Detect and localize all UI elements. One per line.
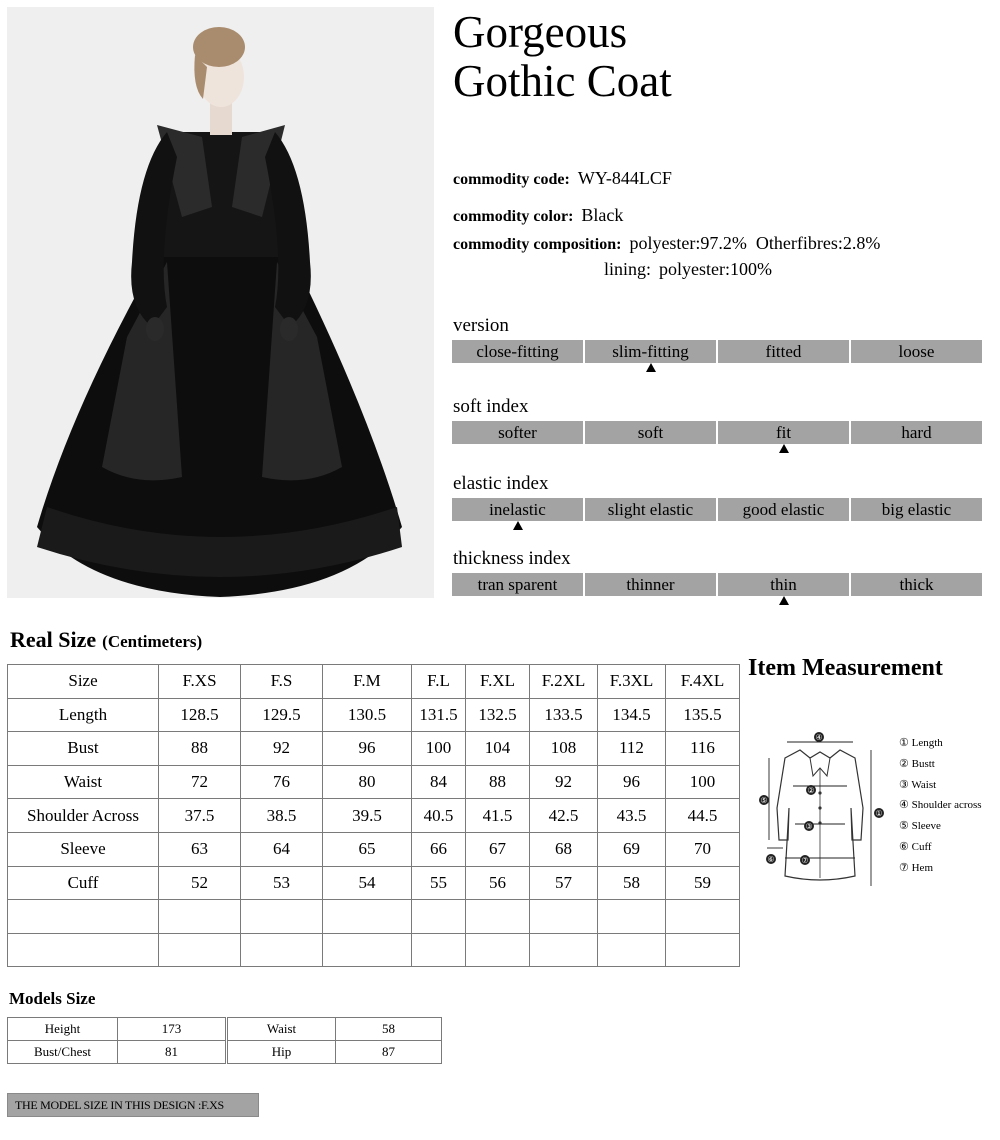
size-cell: 63: [159, 832, 241, 866]
size-cell: 59: [666, 866, 740, 900]
size-cell: [466, 900, 530, 934]
size-row: [8, 832, 740, 866]
size-cell: 56: [466, 866, 530, 900]
size-cell: 104: [466, 732, 530, 766]
soft-index-scale: [452, 421, 982, 444]
models-size-title: Models Size: [9, 989, 96, 1008]
version-option: loose: [851, 340, 982, 363]
model-size-table-left: [7, 1017, 226, 1064]
size-cell: [598, 933, 666, 967]
size-cell: 92: [241, 732, 323, 766]
model-measure-label: Height: [8, 1018, 118, 1041]
size-cell: [666, 933, 740, 967]
size-cell: 129.5: [241, 698, 323, 732]
size-row-label: Sleeve: [8, 832, 159, 866]
title-line-1: Gorgeous: [453, 7, 628, 57]
elastic-index-label: elastic index: [453, 473, 549, 494]
product-photo: [7, 7, 434, 598]
size-cell: 108: [530, 732, 598, 766]
size-cell: 43.5: [598, 799, 666, 833]
elastic-index-marker-icon: [513, 521, 523, 530]
elastic-index-scale: [452, 498, 982, 521]
elastic-index-option: inelastic: [452, 498, 583, 521]
size-cell: [530, 900, 598, 934]
thickness-index-option: thin: [718, 573, 849, 596]
size-cell: 66: [412, 832, 466, 866]
size-row: [8, 799, 740, 833]
size-header-row: [8, 665, 740, 699]
commodity-composition-value: polyester:97.2% Otherfibres:2.8%: [629, 233, 881, 253]
measure-marker: ⑥: [767, 855, 775, 864]
size-cell: 76: [241, 765, 323, 799]
size-row-label: Waist: [8, 765, 159, 799]
commodity-composition: [453, 233, 880, 254]
elastic-index-option: big elastic: [851, 498, 982, 521]
size-cell: 67: [466, 832, 530, 866]
size-header-cell: F.M: [323, 665, 412, 699]
real-size-heading: [10, 627, 202, 653]
legend-item: ② Bustt: [899, 757, 935, 770]
size-cell: 68: [530, 832, 598, 866]
title-line-2: Gothic Coat: [453, 56, 672, 106]
size-row-label: Length: [8, 698, 159, 732]
item-measurement-title: Item Measurement: [748, 655, 943, 681]
size-cell: 88: [159, 732, 241, 766]
commodity-composition-label: commodity composition:: [453, 236, 622, 253]
commodity-color-value: Black: [581, 205, 624, 225]
coat-measurement-diagram-icon: [755, 728, 885, 898]
model-measure-value: 87: [336, 1041, 442, 1064]
size-row: [8, 866, 740, 900]
measurement-legend: [899, 736, 982, 882]
size-cell: [466, 933, 530, 967]
size-cell: 133.5: [530, 698, 598, 732]
model-measure-label: Hip: [228, 1041, 336, 1064]
size-cell: 134.5: [598, 698, 666, 732]
version-scale: [452, 340, 982, 363]
lining-label: lining:: [604, 259, 652, 279]
size-row-label: Bust: [8, 732, 159, 766]
size-header-cell: Size: [8, 665, 159, 699]
size-header-cell: F.3XL: [598, 665, 666, 699]
lining: [604, 259, 772, 280]
thickness-index-option: thinner: [585, 573, 716, 596]
commodity-code-label: commodity code:: [453, 171, 570, 188]
soft-index-option: fit: [718, 421, 849, 444]
size-header-cell: F.XL: [466, 665, 530, 699]
legend-item: ⑦ Hem: [899, 861, 933, 874]
legend-item: ① Length: [899, 737, 943, 749]
model-measure-label: Waist: [228, 1018, 336, 1041]
size-cell: 70: [666, 832, 740, 866]
version-option: slim-fitting: [585, 340, 716, 363]
size-cell: 65: [323, 832, 412, 866]
real-size-title: Real Size: [10, 627, 97, 652]
version-option: close-fitting: [452, 340, 583, 363]
size-cell: [241, 933, 323, 967]
size-cell: 80: [323, 765, 412, 799]
thickness-index-marker-icon: [779, 596, 789, 605]
measure-marker: ⑦: [801, 856, 809, 865]
size-header-cell: F.S: [241, 665, 323, 699]
size-cell: 100: [666, 765, 740, 799]
elastic-index-option: good elastic: [718, 498, 849, 521]
commodity-code-value: WY-844LCF: [577, 168, 672, 188]
model-measure-value: 81: [118, 1041, 226, 1064]
size-header-cell: F.L: [412, 665, 466, 699]
size-cell: 96: [598, 765, 666, 799]
thickness-index-option: thick: [851, 573, 982, 596]
commodity-code: [453, 168, 672, 189]
size-cell: [412, 900, 466, 934]
size-cell: [323, 933, 412, 967]
legend-item: ③ Waist: [899, 778, 937, 791]
size-cell: 128.5: [159, 698, 241, 732]
size-cell: [159, 933, 241, 967]
lining-value: polyester:100%: [659, 259, 772, 279]
size-cell: 135.5: [666, 698, 740, 732]
size-cell: 96: [323, 732, 412, 766]
size-row: [8, 900, 740, 934]
size-row-label: [8, 933, 159, 967]
size-cell: 55: [412, 866, 466, 900]
commodity-color: [453, 205, 623, 226]
size-table: [7, 664, 740, 967]
size-cell: 88: [466, 765, 530, 799]
size-row: [8, 732, 740, 766]
size-cell: 54: [323, 866, 412, 900]
soft-index-marker-icon: [779, 444, 789, 453]
commodity-color-label: commodity color:: [453, 208, 574, 225]
size-cell: 39.5: [323, 799, 412, 833]
size-cell: 130.5: [323, 698, 412, 732]
size-cell: 92: [530, 765, 598, 799]
size-cell: 132.5: [466, 698, 530, 732]
thickness-index-label: thickness index: [453, 548, 571, 569]
measure-marker: ②: [807, 786, 815, 795]
product-title: [453, 8, 672, 106]
size-row: [8, 933, 740, 967]
size-cell: 38.5: [241, 799, 323, 833]
size-cell: [159, 900, 241, 934]
size-cell: 84: [412, 765, 466, 799]
legend-item: ⑤ Sleeve: [899, 820, 941, 833]
size-cell: 37.5: [159, 799, 241, 833]
thickness-index-scale: [452, 573, 982, 596]
version-marker-icon: [646, 363, 656, 372]
version-option: fitted: [718, 340, 849, 363]
size-cell: 52: [159, 866, 241, 900]
soft-index-option: soft: [585, 421, 716, 444]
size-cell: 40.5: [412, 799, 466, 833]
size-cell: [323, 900, 412, 934]
size-cell: 57: [530, 866, 598, 900]
soft-index-option: hard: [851, 421, 982, 444]
model-size-note: THE MODEL SIZE IN THIS DESIGN :F.XS: [7, 1093, 259, 1117]
size-header-cell: F.4XL: [666, 665, 740, 699]
model-measure-value: 173: [118, 1018, 226, 1041]
legend-item: ④ Shoulder across: [899, 799, 982, 812]
soft-index-label: soft index: [453, 396, 529, 417]
size-cell: [598, 900, 666, 934]
legend-item: ⑥ Cuff: [899, 840, 932, 853]
size-row-label: Cuff: [8, 866, 159, 900]
model-measure-label: Bust/Chest: [8, 1041, 118, 1064]
size-cell: 100: [412, 732, 466, 766]
size-cell: 44.5: [666, 799, 740, 833]
size-row-label: [8, 900, 159, 934]
size-cell: [530, 933, 598, 967]
model-measure-value: 58: [336, 1018, 442, 1041]
size-cell: 112: [598, 732, 666, 766]
size-row: [8, 698, 740, 732]
measure-marker: ④: [815, 733, 823, 742]
elastic-index-option: slight elastic: [585, 498, 716, 521]
size-row: [8, 765, 740, 799]
size-cell: [666, 900, 740, 934]
size-header-cell: F.XS: [159, 665, 241, 699]
size-cell: 53: [241, 866, 323, 900]
size-cell: 41.5: [466, 799, 530, 833]
measure-marker: ③: [805, 822, 813, 831]
real-size-unit: (Centimeters): [102, 632, 203, 651]
size-cell: 116: [666, 732, 740, 766]
size-cell: [241, 900, 323, 934]
thickness-index-option: tran sparent: [452, 573, 583, 596]
model-size-table-right: [227, 1017, 442, 1064]
size-row-label: Shoulder Across: [8, 799, 159, 833]
version-label: version: [453, 315, 509, 336]
measure-marker: ①: [875, 809, 883, 818]
size-header-cell: F.2XL: [530, 665, 598, 699]
size-cell: [412, 933, 466, 967]
size-cell: 58: [598, 866, 666, 900]
soft-index-option: softer: [452, 421, 583, 444]
size-cell: 131.5: [412, 698, 466, 732]
size-cell: 69: [598, 832, 666, 866]
measure-marker: ⑤: [760, 796, 768, 805]
size-cell: 42.5: [530, 799, 598, 833]
size-cell: 72: [159, 765, 241, 799]
size-cell: 64: [241, 832, 323, 866]
